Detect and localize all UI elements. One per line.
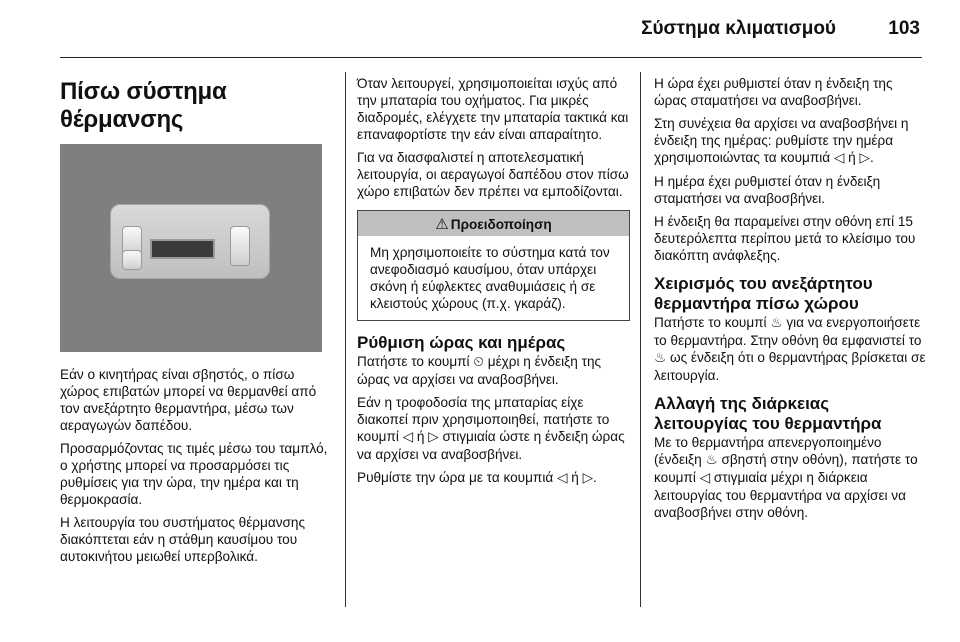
paragraph (357, 394, 630, 463)
warning-title: Προειδοποίηση (450, 217, 552, 232)
heater-icon: ♨ (654, 350, 667, 366)
left-triangle-icon: ◁ (556, 470, 568, 486)
text: στιγμιαία μέχρι η διάρκεια λειτουργίας του θερμαντήρα να αρχίσει να αναβοσβήνει στην οθόνη. (654, 470, 906, 520)
page-header (60, 0, 922, 58)
right-triangle-icon: ▷ (582, 470, 594, 486)
text: για να ενεργοποιήσετε το θερμαντήρα. Στην οθόνη θα εμφανιστεί το (654, 315, 922, 348)
right-triangle-icon: ▷ (859, 150, 870, 166)
paragraph (357, 353, 630, 388)
text: ως ένδειξη ότι ο θερμαντήρας βρίσκεται σε λειτουργία. (654, 350, 926, 383)
column-divider (640, 72, 641, 607)
clock-icon: ⏲ (473, 354, 484, 370)
section-heading: Χειρισμός του ανεξάρτητου θερμαντήρα πίσω χώρου (654, 274, 873, 313)
paragraph: Η ημέρα έχει ρυθμιστεί όταν η ένδειξη σταματήσει να αναβοσβήνει. (654, 174, 881, 206)
paragraph (654, 115, 926, 167)
text: ή (416, 429, 425, 444)
warning-body (358, 236, 629, 320)
paragraph (654, 314, 926, 384)
paragraph: Για να διασφαλιστεί η αποτελεσματική λειτουργία, οι αεραγωγοί δαπέδου στον πίσω χώρο επιβατών δεν πρέπει να εμποδίζονται. (357, 150, 629, 199)
text: Στη συνέχεια θα αρχίσει να αναβοσβήνει η ένδειξη της ημέρας: ρυθμίστε την ημέρα χρησιμοποιώντας τα κουμπιά (654, 116, 909, 165)
column-3 (654, 75, 926, 527)
column-divider (345, 72, 346, 607)
heater-panel-photo (60, 144, 322, 352)
text: ή (848, 150, 856, 165)
header-title: Σύστημα κλιματισμού (641, 18, 836, 39)
paragraph: Όταν λειτουργεί, χρησιμοποιείται ισχύς από την μπαταρία του οχήματος. Για μικρές διαδρομές, ελέγχετε την μπαταρία τακτικά και επαναφορτίστε την εάν είναι απαραίτητο. (357, 76, 629, 142)
paragraph: Η λειτουργία του συστήματος θέρμανσης διακόπτεται εάν η στάθμη καυσίμου του αυτοκινήτου μειωθεί υπερβολικά. (60, 515, 306, 564)
text: Με το θερμαντήρα απενεργοποιημένο (ένδειξη (654, 435, 882, 467)
left-triangle-icon: ◁ (699, 470, 711, 486)
page-number: 103 (888, 18, 920, 39)
warning-header (358, 211, 629, 236)
panel-button-image (230, 226, 250, 266)
paragraph: Προσαρμόζοντας τις τιμές μέσω του ταμπλό, ο χρήστης μπορεί να προσαρμόσει τις ρυθμίσεις για την ώρα, την ημέρα και τη θερμοκρασία. (60, 441, 328, 507)
paragraph: Η ένδειξη θα παραμείνει στην οθόνη επί 15 δευτερόλεπτα περίπου μετά το κλείσιμο του διακόπτη ανάφλεξης. (654, 214, 916, 263)
text: Ρυθμίστε την ώρα με τα κουμπιά (357, 470, 554, 485)
text: Πατήστε το κουμπί (357, 354, 470, 369)
panel-display-image (150, 239, 215, 259)
text: Εάν η τροφοδοσία της μπαταρίας είχε διακοπεί πριν χρησιμοποιηθεί, πατήστε το κουμπί (357, 395, 610, 444)
warning-box (357, 210, 630, 321)
text: . (869, 150, 874, 165)
column-1 (60, 78, 330, 571)
text: στιγμιαία ώστε η ένδειξη ώρας να αρχίσει να αναβοσβήνει. (357, 429, 625, 462)
left-triangle-icon: ◁ (402, 429, 414, 445)
text: . (593, 470, 597, 485)
warning-text: Μη χρησιμοποιείτε το σύστημα κατά τον ανεφοδιασμό καυσίμου, όταν υπάρχει σκόνη ή εύφλεκτες αναθυμιάσεις ή σε κλειστούς χώρους (π.χ. γκαράζ). (370, 245, 610, 311)
section-heading: Ρύθμιση ώρας και ημέρας (357, 333, 566, 352)
text: ή (571, 470, 579, 485)
heater-icon: ♨ (705, 452, 718, 468)
panel-button-image (122, 250, 142, 270)
paragraph (357, 469, 630, 487)
section-heading: Πίσω σύστημα θέρμανσης (60, 78, 227, 133)
heater-icon: ♨ (770, 315, 783, 331)
paragraph (654, 434, 926, 521)
text: μέχρι η ένδειξη της ώρας να αρχίσει να αναβοσβήνει. (357, 354, 602, 387)
right-triangle-icon: ▷ (428, 429, 439, 445)
column-2 (357, 75, 630, 493)
warning-icon: ⚠ (435, 215, 449, 233)
text: σβηστή στην οθόνη), πατήστε το κουμπί (654, 452, 918, 485)
left-triangle-icon: ◁ (833, 150, 845, 166)
section-heading: Αλλαγή της διάρκειας λειτουργίας του θερμαντήρα (654, 394, 882, 433)
text: Πατήστε το κουμπί (654, 315, 767, 330)
paragraph: Εάν ο κινητήρας είναι σβηστός, ο πίσω χώρος επιβατών μπορεί να θερμανθεί από τον ανεξάρτητο θερμαντήρα, μέσω των αεραγωγών δαπέδου. (60, 367, 317, 433)
paragraph: Η ώρα έχει ρυθμιστεί όταν η ένδειξη της ώρας σταματήσει να αναβοσβήνει. (654, 76, 893, 108)
